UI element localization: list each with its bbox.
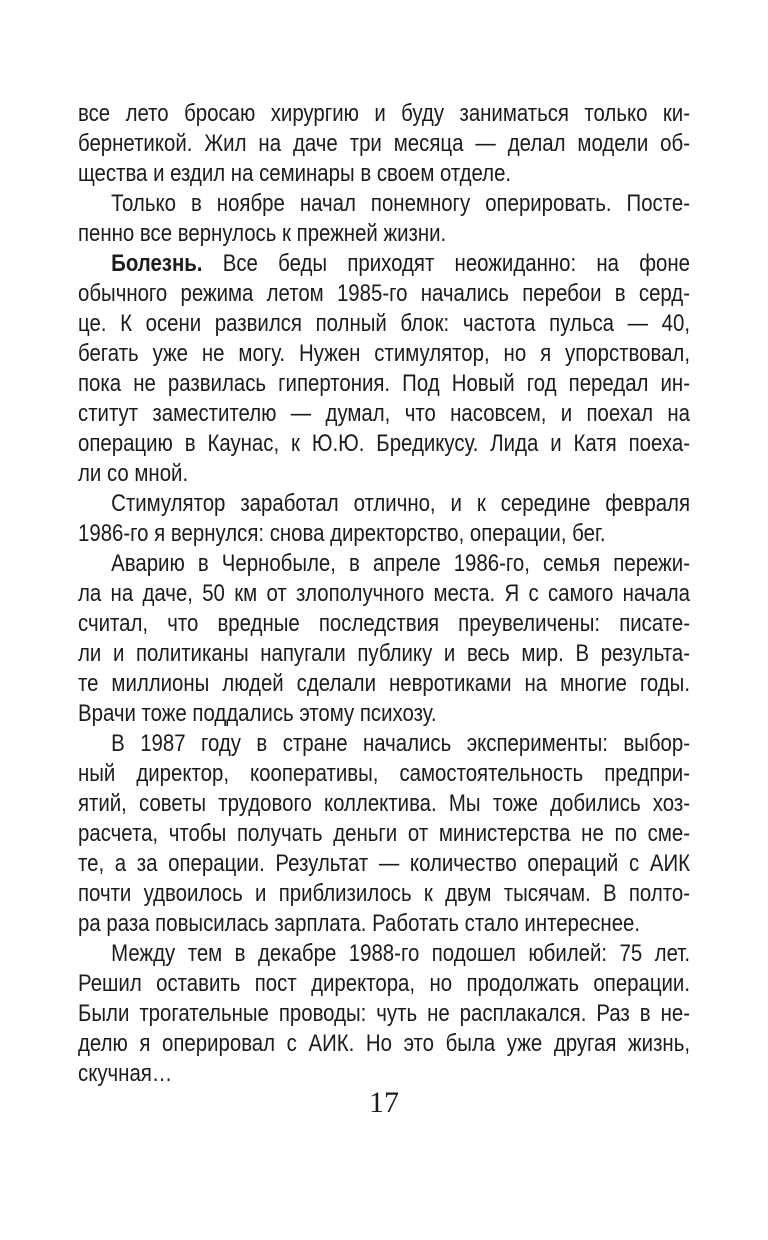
text-line: операцию в Каунас, к Ю.Ю. Бредикусу. Лида и Катя поеха- — [78, 430, 690, 457]
text-line: В 1987 году в стране начались эксперименты: выбор- — [111, 730, 690, 757]
paragraph — [78, 99, 690, 189]
text-line: ститут заместителю — думал, что насовсем, и поехал на — [78, 400, 690, 427]
text-line: ла на даче, 50 км от злополучного места. Я с самого начала — [78, 580, 690, 607]
text-line: все лето бросаю хирургию и буду заниматься только ки- — [78, 100, 690, 127]
text-line: пенно все вернулось к прежней жизни. — [78, 220, 447, 247]
text-line: ный директор, кооперативы, самостоятельность предпри- — [78, 760, 690, 787]
text-line: Были трогательные проводы: чуть не расплакался. Раз в не- — [78, 1000, 690, 1027]
text-line: Между тем в декабре 1988-го подошел юбилей: 75 лет. — [111, 940, 690, 967]
paragraph-lead-bold: Болезнь. — [111, 250, 203, 277]
text-line: пока не развилась гипертония. Под Новый год передал ин- — [78, 370, 690, 397]
text-line: Болезнь. Все беды приходят неожиданно: на фоне — [111, 250, 691, 277]
text-line: те миллионы людей сделали невротиками на многие годы. — [78, 670, 690, 697]
text-line: почти удвоилось и приблизилось к двум тысячам. В полто- — [78, 880, 690, 907]
text-line: ли и политиканы напугали публику и весь мир. В результа- — [78, 640, 690, 667]
paragraph — [78, 489, 690, 549]
text-line: бегать уже не могу. Нужен стимулятор, но я упорствовал, — [78, 340, 690, 367]
text-line: обычного режима летом 1985-го начались перебои в серд- — [78, 280, 690, 307]
page-number: 17 — [369, 1086, 399, 1119]
paragraph — [78, 939, 690, 1089]
text-line: Только в ноябре начал понемногу оперировать. Посте- — [111, 190, 690, 217]
text-line: скучная… — [78, 1060, 173, 1087]
text-line: Стимулятор заработал отлично, и к середине февраля — [111, 490, 690, 517]
text-line: считал, что вредные последствия преувеличены: писате- — [78, 610, 690, 637]
text-line: Решил оставить пост директора, но продолжать операции. — [78, 970, 690, 997]
text-block — [78, 99, 690, 1089]
text-line: те, а за операции. Результат — количество операций с АИК — [78, 850, 690, 877]
text-line: ятий, советы трудового коллектива. Мы тоже добились хоз- — [78, 790, 690, 817]
text-line: делю я оперировал с АИК. Но это была уже другая жизнь, — [78, 1030, 690, 1057]
text-line: Аварию в Чернобыле, в апреле 1986-го, семья пережи- — [111, 550, 690, 577]
paragraph — [78, 189, 690, 249]
text-line: щества и ездил на семинары в своем отделе. — [78, 160, 512, 187]
text-line: це. К осени развился полный блок: частота пульса — 40, — [78, 310, 690, 337]
text-line: ра раза повысилась зарплата. Работать стало интереснее. — [78, 910, 641, 937]
text-line: Врачи тоже поддались этому психозу. — [78, 700, 437, 727]
text-line: ли со мной. — [78, 460, 189, 487]
text-line: бернетикой. Жил на даче три месяца — делал модели об- — [78, 130, 690, 157]
text-line: расчета, чтобы получать деньги от министерства не по сме- — [78, 820, 690, 847]
text-line: 1986-го я вернулся: снова директорство, операции, бег. — [78, 520, 606, 547]
paragraph — [78, 249, 690, 489]
paragraph — [78, 549, 690, 729]
paragraph — [78, 729, 690, 939]
